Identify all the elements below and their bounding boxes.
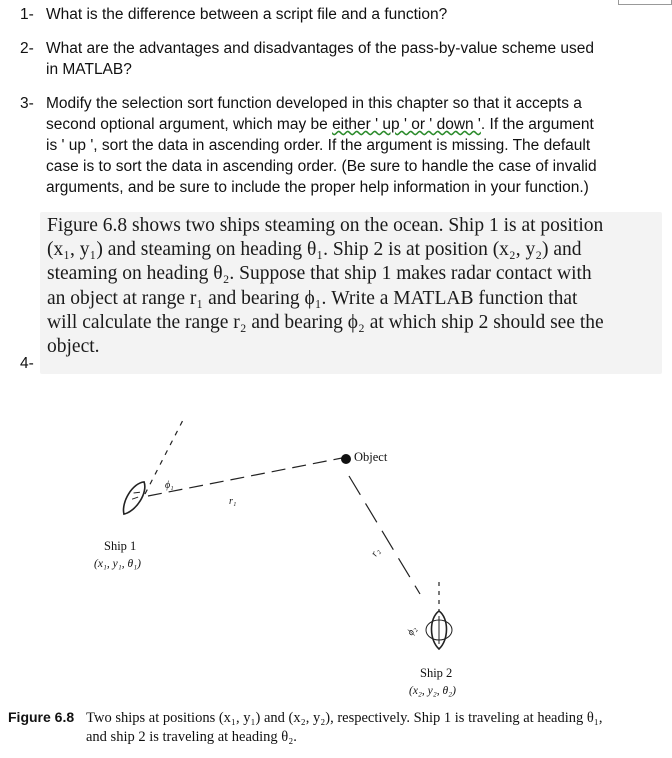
question-3-spellcheck-phrase: either ' up ' or ' down ' <box>332 116 481 133</box>
phi2-label: ϕ₂ <box>405 624 419 638</box>
question-4-paragraph <box>47 214 659 359</box>
question-2-text <box>46 38 626 80</box>
question-4-line-6: object. <box>47 336 100 358</box>
object-label: Object <box>354 450 388 464</box>
question-1-text: What is the difference between a script file and a function? <box>46 6 448 23</box>
ship-1-icon <box>118 478 150 517</box>
phi1-label: ϕ₁ <box>165 480 174 491</box>
question-4-line-5: will calculate the range r₂ and bearing ϕ₂ at which ship 2 should see the <box>47 311 604 333</box>
r1-label: r₁ <box>229 496 237 507</box>
figure-ships-diagram <box>0 392 672 702</box>
ship-2-coords: (x₂, y₂, θ₂) <box>409 685 457 697</box>
ship-2-label: Ship 2 <box>420 666 453 680</box>
ship1-heading-line <box>145 420 183 494</box>
question-3-line-4: case is to sort the data in ascending order. (Be sure to handle the case of invalid <box>46 158 597 175</box>
question-3-line-2a: second optional argument, which may be <box>46 116 333 133</box>
r2-label: r₂ <box>369 546 383 559</box>
object-dot <box>341 454 351 464</box>
range-r1-line <box>148 458 342 496</box>
question-3-text <box>46 93 626 198</box>
question-2-number: 2- <box>20 40 34 57</box>
question-4-line-3: steaming on heading θ₂. Suppose that ship 1 makes radar contact with <box>47 263 592 285</box>
caption-label: Figure 6.8 <box>8 709 75 725</box>
question-4-number: 4- <box>20 355 34 372</box>
question-4-line-2: (x₁, y₁) and steaming on heading θ₁. Ship 2 is at position (x₂, y₂) and <box>47 239 582 261</box>
question-4-line-1: Figure 6.8 shows two ships steaming on the ocean. Ship 1 is at position <box>47 215 604 236</box>
caption-line-1: Two ships at positions (x₁, y₁) and (x₂, y₂), respectively. Ship 1 is traveling at heading θ₁, <box>86 710 603 726</box>
ship-1-label: Ship 1 <box>104 539 137 553</box>
question-3-number: 3- <box>20 95 34 112</box>
question-4-line-4: an object at range r₁ and bearing ϕ₁. Write a MATLAB function that <box>47 287 578 309</box>
question-3-line-5: arguments, and be sure to include the proper help information in your function.) <box>46 179 589 196</box>
question-3-line-3: is ' up ', sort the data in ascending order. If the argument is missing. The default <box>46 137 591 154</box>
ship-1-coords: (x₁, y₁, θ₁) <box>94 558 142 570</box>
question-1-number: 1- <box>20 6 34 23</box>
question-3-line-2c: . If the argument <box>480 116 594 133</box>
question-2-line-2: in MATLAB? <box>46 61 132 78</box>
figure-caption <box>8 708 663 747</box>
ship-2-icon <box>426 611 452 649</box>
question-2-line-1: What are the advantages and disadvantages of the pass-by-value scheme used <box>46 40 595 57</box>
question-3-line-1: Modify the selection sort function developed in this chapter so that it accepts a <box>46 95 582 112</box>
range-r2-line <box>349 476 420 594</box>
caption-line-2: and ship 2 is traveling at heading θ₂. <box>86 729 297 745</box>
